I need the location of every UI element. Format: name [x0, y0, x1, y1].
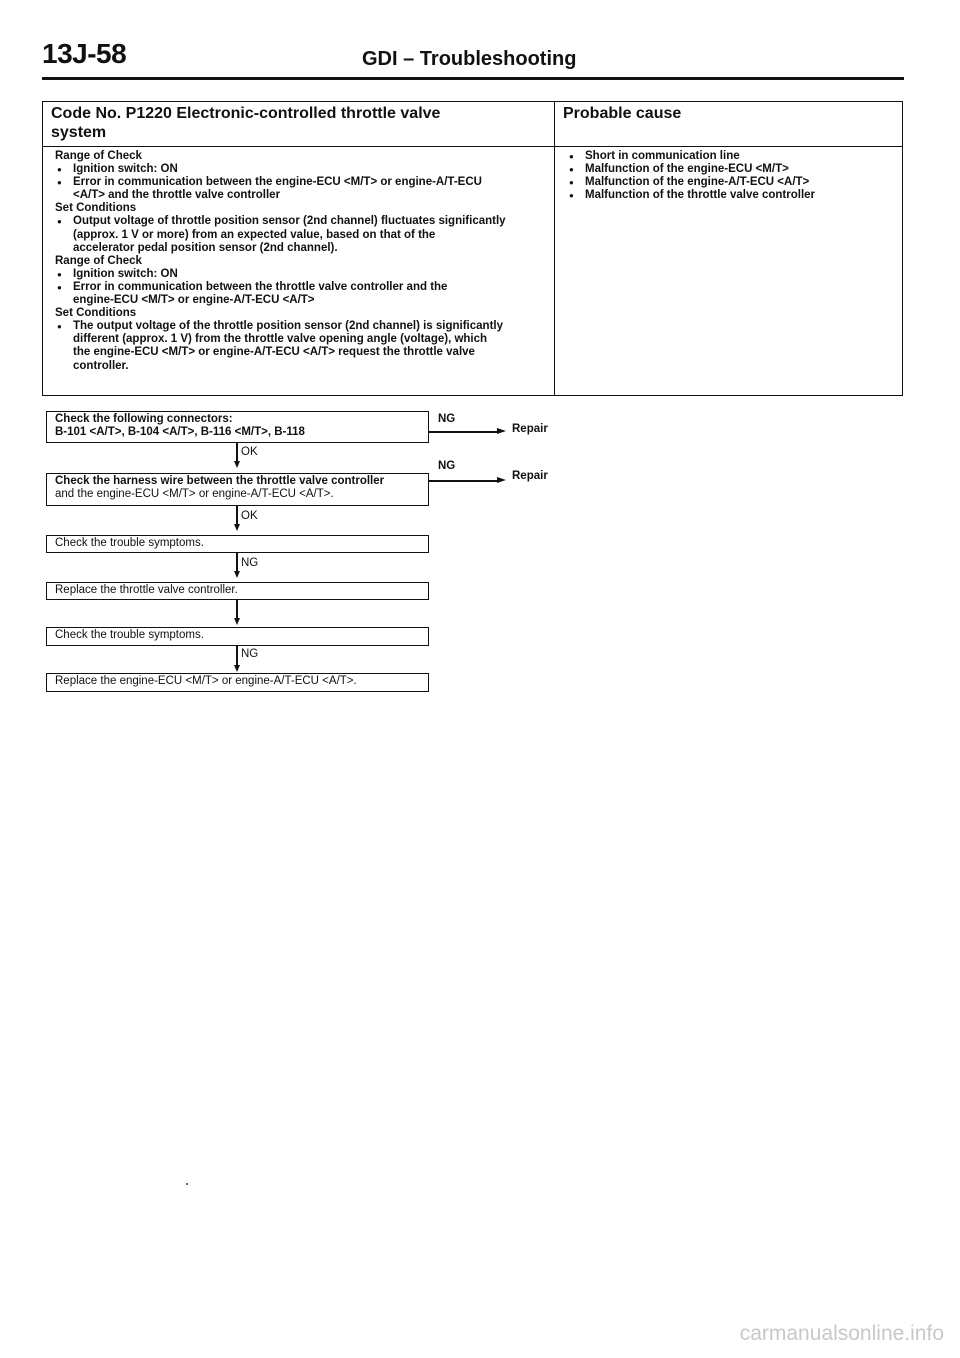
flow-step-1-ng-arrow-icon: [497, 428, 506, 434]
range-of-check-item: ● Error in communication between the throttle valve controller and the: [55, 281, 544, 294]
range-of-check-item: ● Ignition switch: ON: [55, 163, 544, 176]
range-of-check-heading: Range of Check: [55, 150, 142, 162]
page-header: [42, 38, 904, 82]
header-rule: [42, 77, 904, 80]
code-title-line2: system: [51, 124, 107, 141]
flow-step-check-symptoms-1: [46, 535, 429, 553]
flow-connector-4-arrow-icon: [234, 618, 240, 625]
flow-step-3-text: Check the trouble symptoms.: [55, 537, 204, 549]
range-of-check-item: <A/T> and the throttle valve controller: [73, 189, 281, 202]
flow-connector-4: [236, 600, 238, 619]
set-conditions-item: ● The output voltage of the throttle position sensor (2nd channel) is significantly: [55, 320, 544, 333]
set-conditions-heading: Set Conditions: [55, 307, 137, 320]
flow-step-5-ng-label: NG: [241, 648, 259, 660]
watermark: carmanualsonline.info: [739, 1322, 944, 1345]
set-conditions-heading: Set Conditions: [55, 202, 137, 215]
set-conditions-item: ● Output voltage of throttle position sensor (2nd channel) fluctuates significantly: [55, 215, 544, 228]
page-number: 13J-58: [42, 38, 127, 69]
flow-step-check-connectors: [46, 411, 429, 443]
scan-speck: [186, 1183, 188, 1185]
flow-step-2-ng-line: [429, 480, 499, 482]
section-title: GDI – Troubleshooting: [362, 48, 577, 70]
set-conditions-item: the engine-ECU <M/T> or engine-A/T-ECU <A/T> request the throttle valve: [73, 346, 475, 359]
flow-connector-1: [236, 443, 238, 462]
flow-step-2-line2: and the engine-ECU <M/T> or engine-A/T-ECU <A/T>.: [55, 488, 334, 500]
set-conditions-item: different (approx. 1 V) from the throttle valve opening angle (voltage), which: [73, 333, 488, 346]
flow-connector-5-arrow-icon: [234, 665, 240, 672]
flow-step-2-ok-label: OK: [241, 510, 258, 522]
code-title: [43, 102, 554, 147]
probable-cause-item: ● Malfunction of the throttle valve controller: [567, 189, 892, 202]
set-conditions-item: accelerator pedal position sensor (2nd channel).: [73, 241, 338, 254]
flow-step-2-line1: Check the harness wire between the throttle valve controller: [55, 475, 385, 487]
flow-connector-5: [236, 646, 238, 666]
flow-connector-3: [236, 553, 238, 572]
flow-step-replace-engine-ecu: [46, 673, 429, 692]
probable-cause-item: ● Malfunction of the engine-ECU <M/T>: [567, 163, 892, 176]
flow-step-1-ok-label: OK: [241, 446, 258, 458]
flow-step-1-line1: Check the following connectors:: [55, 413, 233, 425]
code-table: [42, 101, 903, 396]
probable-cause-item: ● Short in communication line: [567, 150, 892, 163]
check-conditions: [43, 147, 554, 373]
range-of-check-item: engine-ECU <M/T> or engine-A/T-ECU <A/T>: [73, 294, 315, 307]
flow-step-1-line2: B-101 <A/T>, B-104 <A/T>, B-116 <M/T>, B-118: [55, 426, 305, 438]
set-conditions-item: controller.: [73, 359, 129, 372]
cause-title: Probable cause: [555, 102, 902, 147]
flow-step-2-ng-action: Repair: [512, 470, 548, 482]
flow-step-check-harness: [46, 473, 429, 506]
flow-step-replace-throttle-controller: [46, 582, 429, 600]
flow-step-2-ng-arrow-icon: [497, 477, 506, 483]
flow-connector-3-arrow-icon: [234, 571, 240, 578]
range-of-check-heading: Range of Check: [55, 254, 142, 267]
flow-connector-1-arrow-icon: [234, 461, 240, 468]
code-title-line1: Code No. P1220 Electronic-controlled throttle valve: [51, 105, 441, 122]
flow-connector-2: [236, 506, 238, 525]
probable-cause-item: ● Malfunction of the engine-A/T-ECU <A/T>: [567, 176, 892, 189]
set-conditions-item: (approx. 1 V or more) from an expected value, based on that of the: [73, 228, 436, 241]
flow-step-5-text: Check the trouble symptoms.: [55, 629, 204, 641]
flow-step-check-symptoms-2: [46, 627, 429, 646]
range-of-check-item: ● Ignition switch: ON: [55, 268, 544, 281]
flow-connector-2-arrow-icon: [234, 524, 240, 531]
flow-step-6-text: Replace the engine-ECU <M/T> or engine-A/T-ECU <A/T>.: [55, 675, 357, 687]
flow-step-2-ng-label: NG: [438, 460, 456, 472]
flow-step-1-ng-label: NG: [438, 413, 456, 425]
flow-step-1-ng-line: [429, 431, 499, 433]
flow-step-4-text: Replace the throttle valve controller.: [55, 584, 238, 596]
code-column: [43, 102, 555, 395]
cause-column: [555, 102, 902, 395]
range-of-check-item: ● Error in communication between the engine-ECU <M/T> or engine-A/T-ECU: [55, 176, 544, 189]
flow-step-3-ng-label: NG: [241, 557, 259, 569]
cause-list: [555, 147, 902, 202]
flow-step-1-ng-action: Repair: [512, 423, 548, 435]
